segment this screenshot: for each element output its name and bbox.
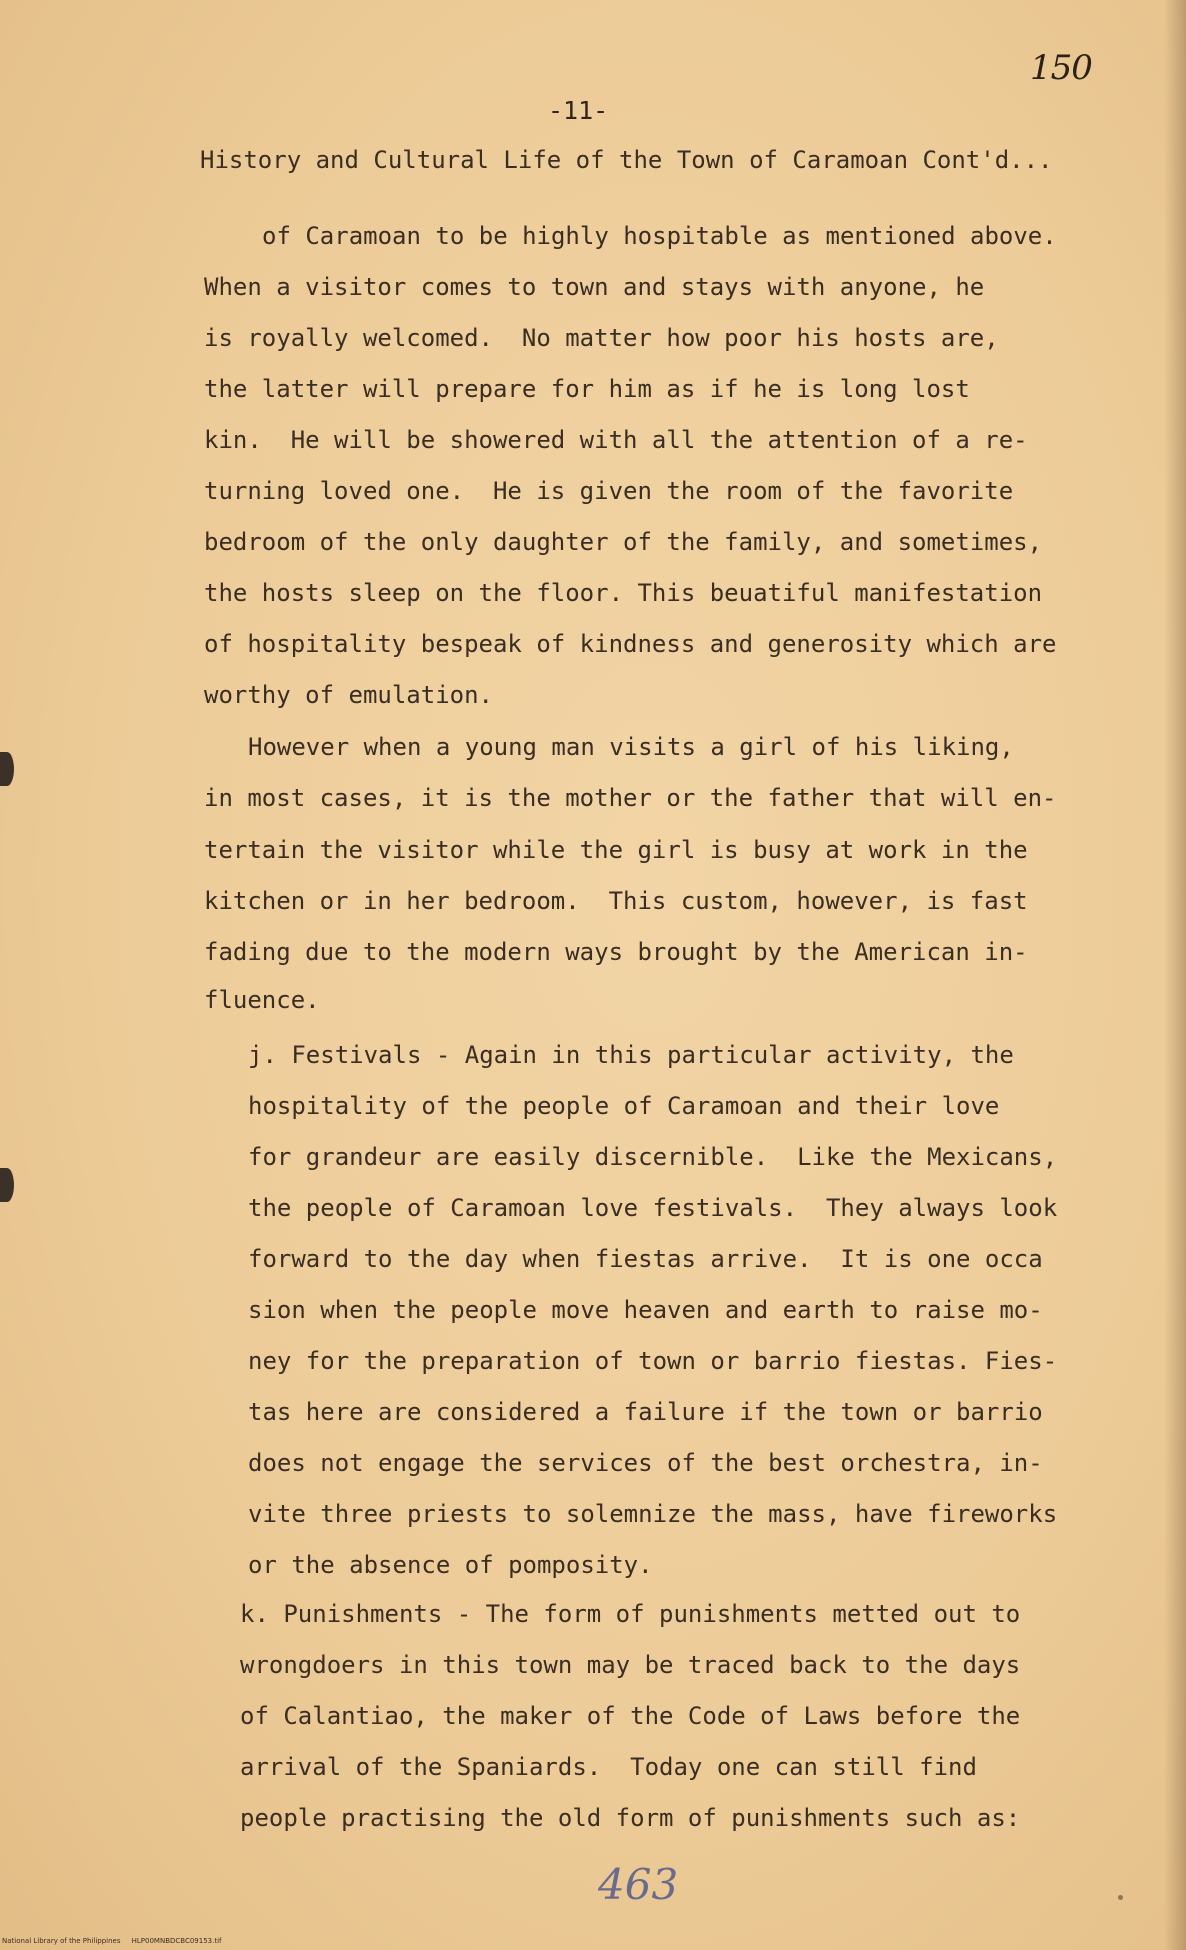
punch-hole-icon — [0, 752, 14, 786]
body-line: of Calantiao, the maker of the Code of Laws before the — [240, 1702, 1021, 1730]
body-line: the latter will prepare for him as if he is long lost — [204, 375, 970, 403]
body-line: worthy of emulation. — [204, 681, 493, 709]
section-festivals-line: j. Festivals - Again in this particular activity, the — [248, 1041, 1014, 1069]
stain-mark — [1118, 1895, 1123, 1900]
body-line: or the absence of pomposity. — [248, 1551, 653, 1579]
body-line: kitchen or in her bedroom. This custom, however, is fast — [204, 887, 1028, 915]
body-line: people practising the old form of punishments such as: — [240, 1804, 1021, 1832]
body-line: When a visitor comes to town and stays with anyone, he — [204, 273, 985, 301]
section-punishments-line: k. Punishments - The form of punishments metted out to — [240, 1600, 1021, 1628]
handwritten-page-number: 150 — [1030, 48, 1092, 88]
punch-hole-icon — [0, 1168, 14, 1202]
body-line: of Caramoan to be highly hospitable as mentioned above. — [262, 222, 1057, 250]
body-line: in most cases, it is the mother or the father that will en- — [204, 784, 1057, 812]
body-line: is royally welcomed. No matter how poor his hosts are, — [204, 324, 999, 352]
body-line: vite three priests to solemnize the mass, have fireworks — [248, 1500, 1058, 1528]
scan-footer: National Library of the Philippines HLP00MNBDCBC09153.tif — [2, 1937, 222, 1945]
page-edge-shadow — [1164, 0, 1186, 1950]
body-line: However when a young man visits a girl of his liking, — [248, 733, 1014, 761]
body-line: wrongdoers in this town may be traced back to the days — [240, 1651, 1021, 1679]
document-heading: History and Cultural Life of the Town of Caramoan Cont'd... — [200, 146, 1053, 174]
body-line: ney for the preparation of town or barrio fiestas. Fies- — [248, 1347, 1058, 1375]
body-line: tertain the visitor while the girl is busy at work in the — [204, 836, 1028, 864]
body-line: of hospitality bespeak of kindness and generosity which are — [204, 630, 1057, 658]
handwritten-folio-number: 463 — [598, 1860, 679, 1909]
body-line: bedroom of the only daughter of the family, and sometimes, — [204, 528, 1043, 556]
body-line: fading due to the modern ways brought by the American in- — [204, 938, 1028, 966]
body-line: fluence. — [204, 986, 320, 1014]
body-line: arrival of the Spaniards. Today one can still find — [240, 1753, 977, 1781]
body-line: turning loved one. He is given the room of the favorite — [204, 477, 1014, 505]
body-line: forward to the day when fiestas arrive. It is one occa — [248, 1245, 1043, 1273]
typed-page-number: -11- — [548, 96, 609, 125]
body-line: does not engage the services of the best orchestra, in- — [248, 1449, 1043, 1477]
body-line: kin. He will be showered with all the attention of a re- — [204, 426, 1028, 454]
body-line: the people of Caramoan love festivals. They always look — [248, 1194, 1058, 1222]
body-line: hospitality of the people of Caramoan and their love — [248, 1092, 1000, 1120]
body-line: for grandeur are easily discernible. Like the Mexicans, — [248, 1143, 1058, 1171]
body-line: sion when the people move heaven and earth to raise mo- — [248, 1296, 1043, 1324]
body-line: tas here are considered a failure if the town or barrio — [248, 1398, 1043, 1426]
body-line: the hosts sleep on the floor. This beuatiful manifestation — [204, 579, 1043, 607]
